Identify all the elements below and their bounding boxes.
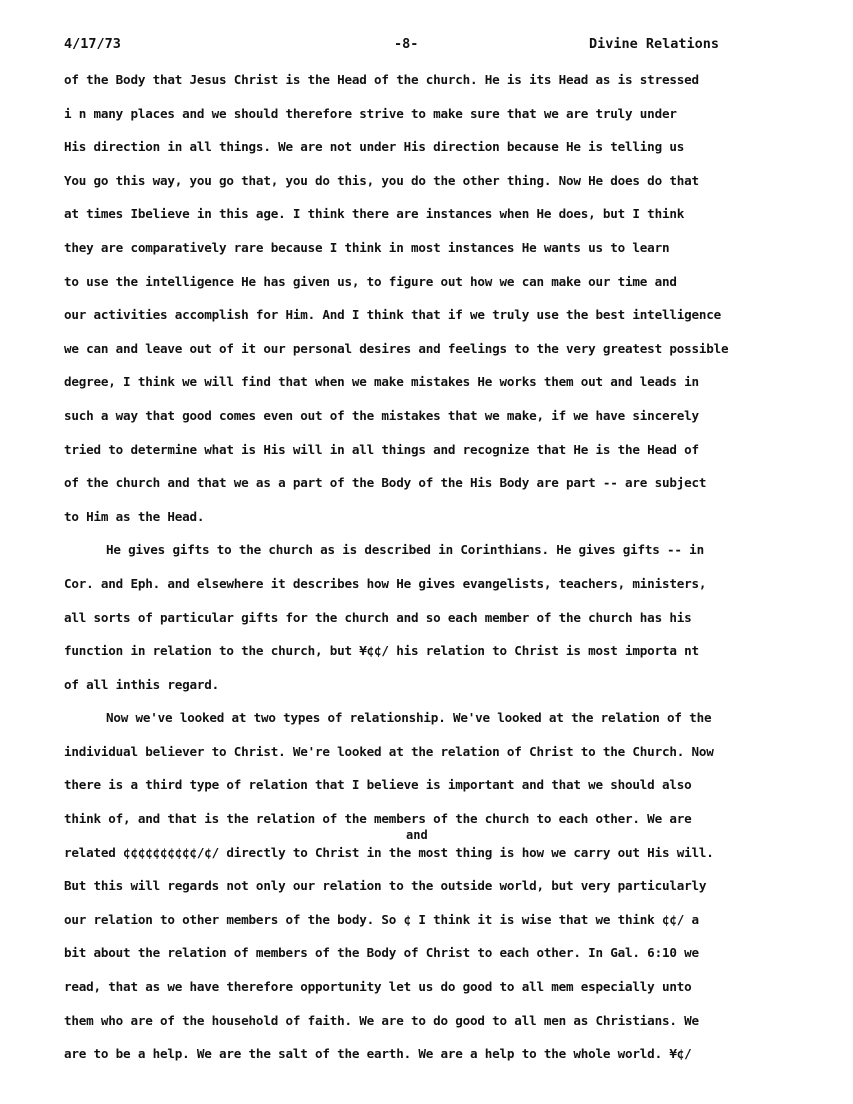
text-line: all sorts of particular gifts for the church and so each member of the church has his: [64, 609, 692, 625]
text-line: our activities accomplish for Him. And I think that if we truly use the best intelligence: [64, 307, 722, 323]
text-line: such a way that good comes even out of the mistakes that we make, if we have sincerely: [64, 407, 699, 423]
document-title: Divine Relations: [588, 36, 719, 52]
page-header: [64, 36, 813, 56]
header-date: 4/17/73: [64, 36, 121, 52]
text-line: of the Body that Jesus Christ is the Head of the church. He is its Head as is stressed: [64, 72, 699, 87]
text-line: to use the intelligence He has given us, to figure out how we can make our time and: [64, 273, 677, 289]
text-line: to Him as the Head.: [64, 508, 205, 524]
text-line: related ¢¢¢¢¢¢¢¢¢¢/¢/ directly to Christ in the most thing is how we carry out His will.: [64, 844, 714, 860]
paragraph-start-line: He gives gifts to the church as is described in Corinthians. He gives gifts -- in: [106, 542, 704, 558]
text-line: there is a third type of relation that I believe is important and that we should also: [64, 777, 692, 793]
text-line: of all inthis regard.: [64, 676, 220, 692]
text-line: tried to determine what is His will in all things and recognize that He is the Head of: [64, 441, 699, 457]
text-line: think of, and that is the relation of the members of the church to each other. We are: [64, 811, 692, 827]
text-line: of the church and that we as a part of the Body of the His Body are part -- are subject: [64, 475, 707, 491]
text-line: are to be a help. We are the salt of the earth. We are a help to the whole world. ¥¢/: [64, 1046, 692, 1062]
text-line: His direction in all things. We are not under His direction because He is telling us: [64, 139, 685, 155]
paragraph-start-line: Now we've looked at two types of relationship. We've looked at the relation of the: [106, 710, 712, 726]
text-line: read, that as we have therefore opportunity let us do good to all mem especially unto: [64, 979, 692, 995]
interlinear-insert: and: [406, 828, 428, 842]
text-line: them who are of the household of faith. We are to do good to all men as Christians. We: [64, 1012, 699, 1028]
text-line: individual believer to Christ. We're looked at the relation of Christ to the Church. Now: [64, 743, 714, 759]
text-line: You go this way, you go that, you do this, you do the other thing. Now He does do that: [64, 172, 699, 188]
text-line: degree, I think we will find that when we make mistakes He works them out and leads in: [64, 374, 699, 390]
text-line: Cor. and Eph. and elsewhere it describes how He gives evangelists, teachers, ministers,: [64, 575, 707, 591]
text-line: But this will regards not only our relation to the outside world, but very particularly: [64, 878, 707, 894]
text-line: they are comparatively rare because I think in most instances He wants us to learn: [64, 239, 670, 255]
text-line: function in relation to the church, but ¥¢¢/ his relation to Christ is most importa nt: [64, 643, 699, 659]
text-line: i n many places and we should therefore strive to make sure that we are truly under: [64, 105, 677, 121]
text-line: we can and leave out of it our personal desires and feelings to the very greatest possible: [64, 340, 729, 356]
text-line: our relation to other members of the body. So ¢ I think it is wise that we think ¢¢/ a: [64, 911, 699, 927]
document-body: [64, 70, 823, 1078]
text-line: at times Ibelieve in this age. I think there are instances when He does, but I think: [64, 206, 685, 222]
text-line: bit about the relation of members of the Body of Christ to each other. In Gal. 6:10 we: [64, 945, 699, 961]
page-number: -8-: [394, 36, 419, 52]
